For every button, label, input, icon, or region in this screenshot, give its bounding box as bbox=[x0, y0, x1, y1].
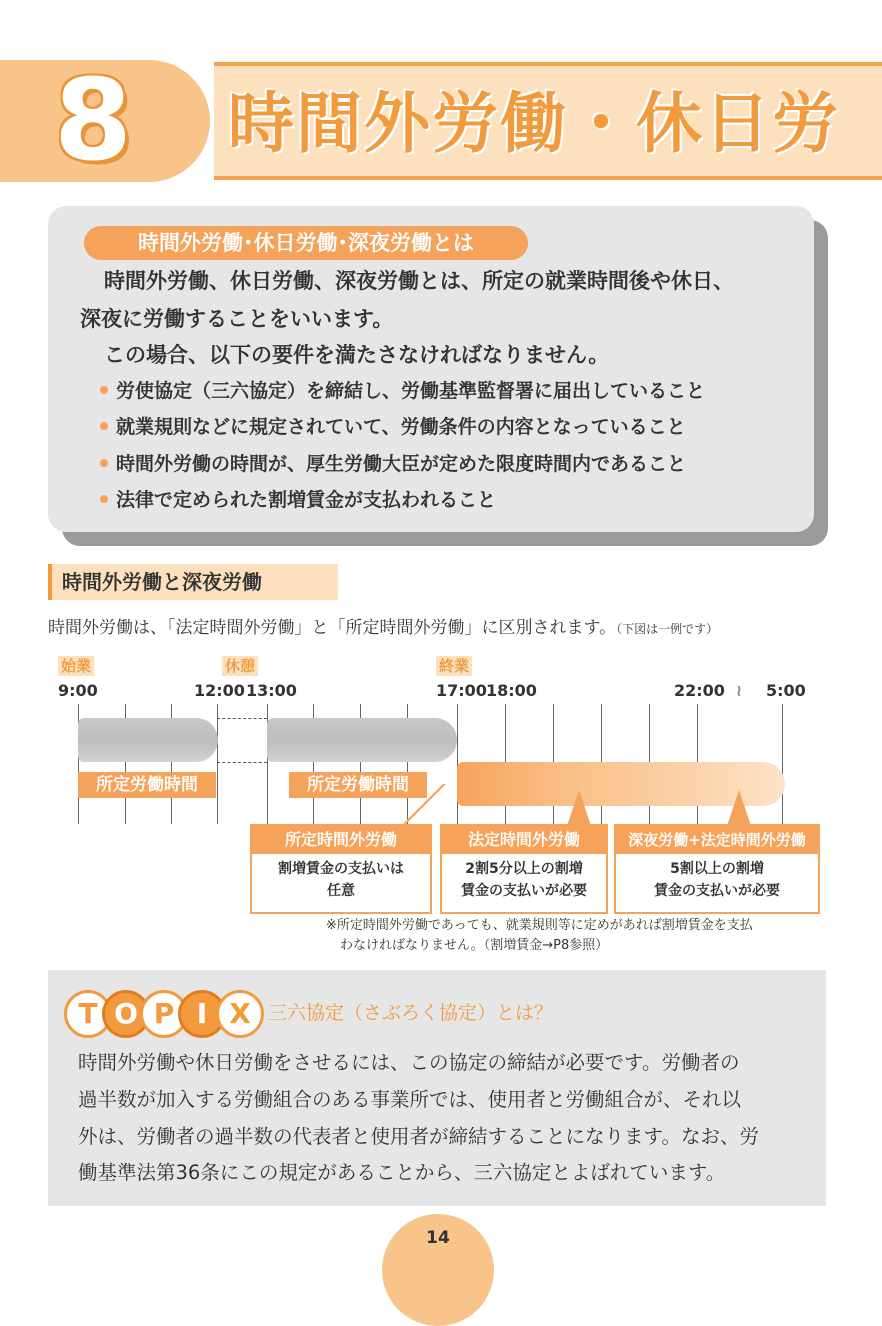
work-label-2: 所定労働時間 bbox=[289, 772, 427, 798]
section-heading: 時間外労働と深夜労働 bbox=[48, 564, 338, 600]
caption-body: 5割以上の割増 賃金の支払いが必要 bbox=[654, 861, 780, 899]
topix-line-4: 働基準法第36条にこの規定があることから、三六協定とよばれています。 bbox=[78, 1161, 726, 1184]
caption-head: 所定時間外労働 bbox=[252, 826, 430, 854]
section-intro: 時間外労働は、「法定時間外労働」と「所定時間外労働」に区別されます。（下図は一例です） bbox=[48, 618, 719, 638]
topix-line-3: 外は、労働者の過半数の代表者と使用者が締結することになります。なお、労 bbox=[78, 1125, 759, 1148]
bullet-icon bbox=[100, 459, 108, 467]
note-line-2: わなければなりません。（割増賃金→P8参照） bbox=[340, 938, 609, 953]
requirement-item: 就業規則などに規定されていて、労働条件の内容となっていること bbox=[100, 412, 686, 442]
caption-head: 法定時間外労働 bbox=[442, 826, 606, 854]
title-rule-bottom bbox=[214, 176, 882, 180]
topix-line-2: 過半数が加入する労働組合のある事業所では、使用者と労働組合が、それ以 bbox=[78, 1088, 742, 1111]
work-bar-afternoon bbox=[267, 718, 457, 762]
break-dash-top bbox=[217, 718, 267, 719]
label-end: 終業 bbox=[436, 656, 472, 676]
pointer-2 bbox=[567, 790, 591, 826]
break-dash-bottom bbox=[217, 762, 267, 763]
topix-title: 三六協定（さぶろく協定）とは？ bbox=[268, 1002, 554, 1024]
time-label: 18:00 bbox=[486, 681, 537, 700]
pointer-3 bbox=[727, 790, 751, 826]
requirement-item: 時間外労働の時間が、厚生労働大臣が定めた限度時間内であること bbox=[100, 449, 686, 479]
caption-body: 2割5分以上の割増 賃金の支払いが必要 bbox=[461, 861, 587, 899]
time-label: 9:00 bbox=[58, 681, 98, 700]
requirement-item: 労使協定（三六協定）を締結し、労働基準監督署に届出していること bbox=[100, 376, 705, 406]
time-label: 13:00 bbox=[246, 681, 297, 700]
topix-letter-x: X bbox=[216, 990, 264, 1038]
grid-line bbox=[782, 704, 783, 824]
topix-letter-p: P bbox=[140, 990, 188, 1038]
definition-line-3: この場合、以下の要件を満たさなければなりません。 bbox=[104, 343, 610, 367]
topix-line-1: 時間外労働や休日労働をさせるには、この協定の締結が必要です。労働者の bbox=[78, 1051, 740, 1074]
break-mark-icon: ≀ bbox=[736, 681, 742, 700]
time-label: 12:00 bbox=[194, 681, 245, 700]
bullet-icon bbox=[100, 386, 108, 394]
work-label-1: 所定労働時間 bbox=[78, 772, 216, 798]
definition-line-1: 時間外労働、休日労働、深夜労働とは、所定の就業時間後や休日、 bbox=[104, 269, 734, 293]
caption-box-1 bbox=[250, 824, 432, 914]
grid-line bbox=[217, 704, 218, 824]
note-line-1: ※所定時間外労働であっても、就業規則等に定めがあれば割増賃金を支払 bbox=[326, 918, 753, 933]
definition-heading: 時間外労働･休日労働･深夜労働とは bbox=[84, 226, 528, 260]
chapter-title: 時間外労働・休日労 bbox=[228, 85, 840, 162]
label-start: 始業 bbox=[58, 656, 94, 676]
work-bar-morning bbox=[78, 718, 218, 762]
topix-letter-i: I bbox=[178, 990, 226, 1038]
label-break: 休憩 bbox=[222, 656, 258, 676]
time-label: 5:00 bbox=[766, 681, 806, 700]
bullet-icon bbox=[100, 495, 108, 503]
topix-letter-o: O bbox=[102, 990, 150, 1038]
topix-letter-t: T bbox=[64, 990, 112, 1038]
requirement-item: 法律で定められた割増賃金が支払われること bbox=[100, 485, 496, 515]
definition-line-2: 深夜に労働することをいいます。 bbox=[80, 307, 394, 331]
caption-box-2 bbox=[440, 824, 608, 914]
time-label: 22:00 bbox=[674, 681, 725, 700]
caption-body: 割増賃金の支払いは 任意 bbox=[278, 861, 404, 899]
page-number: 14 bbox=[426, 1228, 450, 1248]
bullet-icon bbox=[100, 422, 108, 430]
caption-box-3 bbox=[614, 824, 820, 914]
time-label: 17:00 bbox=[436, 681, 487, 700]
caption-head: 深夜労働+法定時間外労働 bbox=[616, 826, 818, 854]
chapter-number: 8 bbox=[54, 56, 132, 186]
title-rule-top bbox=[214, 62, 882, 66]
